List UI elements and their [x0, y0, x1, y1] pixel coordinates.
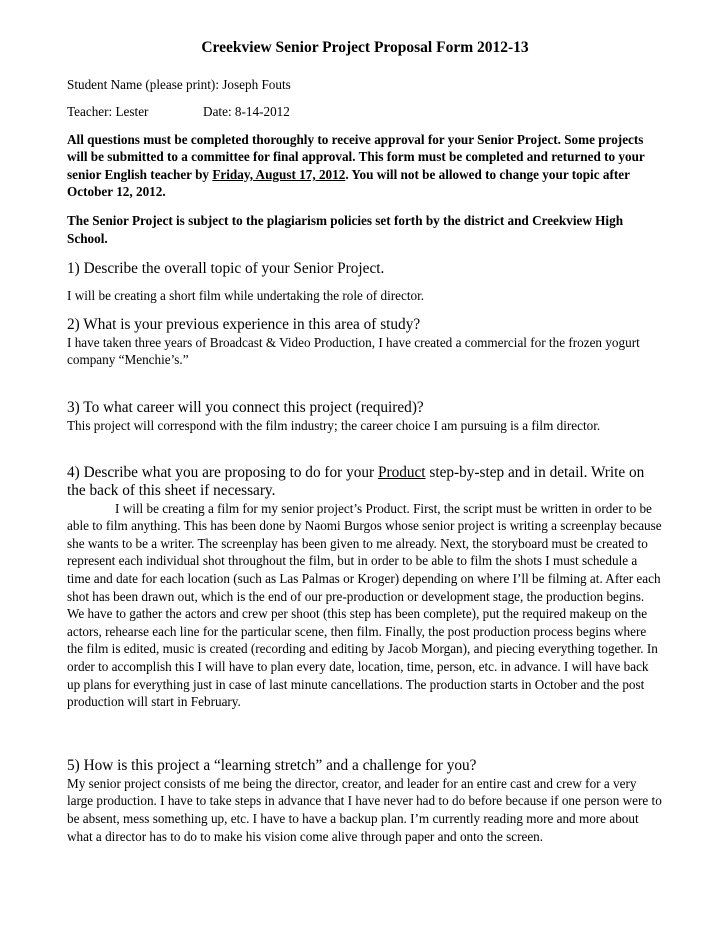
question-5: 5) How is this project a “learning stretch” and a challenge for you?	[67, 756, 477, 774]
question-3: 3) To what career will you connect this project (required)?	[67, 399, 424, 417]
teacher-label: Teacher:	[67, 104, 113, 120]
teacher-value: Lester	[115, 104, 149, 120]
proposal-form-page	[67, 30, 663, 845]
date-label: Date:	[203, 104, 232, 120]
question-4	[67, 464, 663, 500]
answer-5: My senior project consists of me being the director, creator, and leader for an entire cast and crew for a very large production. I have to take steps in advance that I have never had to do before because if one person were to be absent, mess something up, etc. I have to have a backup plan. I’m currently reading more and more about what a director has to do to make his vision come alive through paper and onto the screen.	[67, 775, 662, 844]
form-title: Creekview Senior Project Proposal Form 2012-13	[201, 39, 529, 56]
teacher-date-row	[67, 103, 663, 120]
student-name-label: Student Name (please print):	[67, 77, 219, 92]
answer-4-text: I will be creating a film for my senior project’s Product. First, the script must be written in order to be able to film anything. This has been done by Naomi Burgos whose senior project is writing a screenplay because she wants to be a writer. The screenplay has been given to me already. Next, the storyboard must be created to represent each individual shot throughout the film, but in order to be able to film the shots I must schedule a time and date for each location (such as Las Palmas or Kroger) depending on where I’ll be filming at. After each shot has been drawn out, which is the end of our pre-production or development stage, the production begins. We have to gather the actors and crew per shoot (this step has been complete), put the required makeup on the actors, rehearse each line for the particular scene, then film. Finally, the post production process begins where the film is edited, music is created (recording and editing by Jacob Morgan), and piecing everything together. In order to accomplish this I will have to plan every date, location, time, person, etc. in advance. I will have back up plans for everything just in case of last minute cancellations. The production starts in October and the post production will start in February.	[67, 500, 662, 710]
plagiarism-paragraph: The Senior Project is subject to the plagiarism policies set forth by the district and Creekview High School.	[67, 213, 624, 246]
question-4-text-1: 4) Describe what you are proposing to do for your	[67, 463, 378, 481]
instructions-text-2: . You will not be allowed to change your topic after October 12, 2012.	[67, 166, 630, 200]
answer-3: This project will correspond with the film industry; the career choice I am pursuing is a film director.	[67, 418, 601, 434]
instructions-paragraph	[67, 131, 663, 201]
question-4-text-2: step-by-step and in detail. Write on the back of this sheet if necessary.	[67, 463, 645, 499]
question-1: 1) Describe the overall topic of your Senior Project.	[67, 260, 385, 278]
answer-1: I will be creating a short film while undertaking the role of director.	[67, 288, 425, 304]
deadline-date: Friday, August 17, 2012	[212, 166, 346, 182]
instructions-text-1: All questions must be completed thoroughly to receive approval for your Senior Project. Some projects will be submitted to a committee for final approval. This form must be completed and returned to your senior English teacher by	[67, 131, 645, 182]
question-2: 2) What is your previous experience in this area of study?	[67, 315, 421, 333]
student-name-value: Joseph Fouts	[222, 77, 291, 92]
answer-2: I have taken three years of Broadcast & Video Production, I have created a commercial for the frozen yogurt company “Menchie’s.”	[67, 334, 640, 368]
date-value: 8-14-2012	[234, 104, 290, 120]
answer-4	[67, 500, 663, 711]
student-name-row	[67, 76, 663, 93]
question-4-product: Product	[377, 463, 426, 481]
